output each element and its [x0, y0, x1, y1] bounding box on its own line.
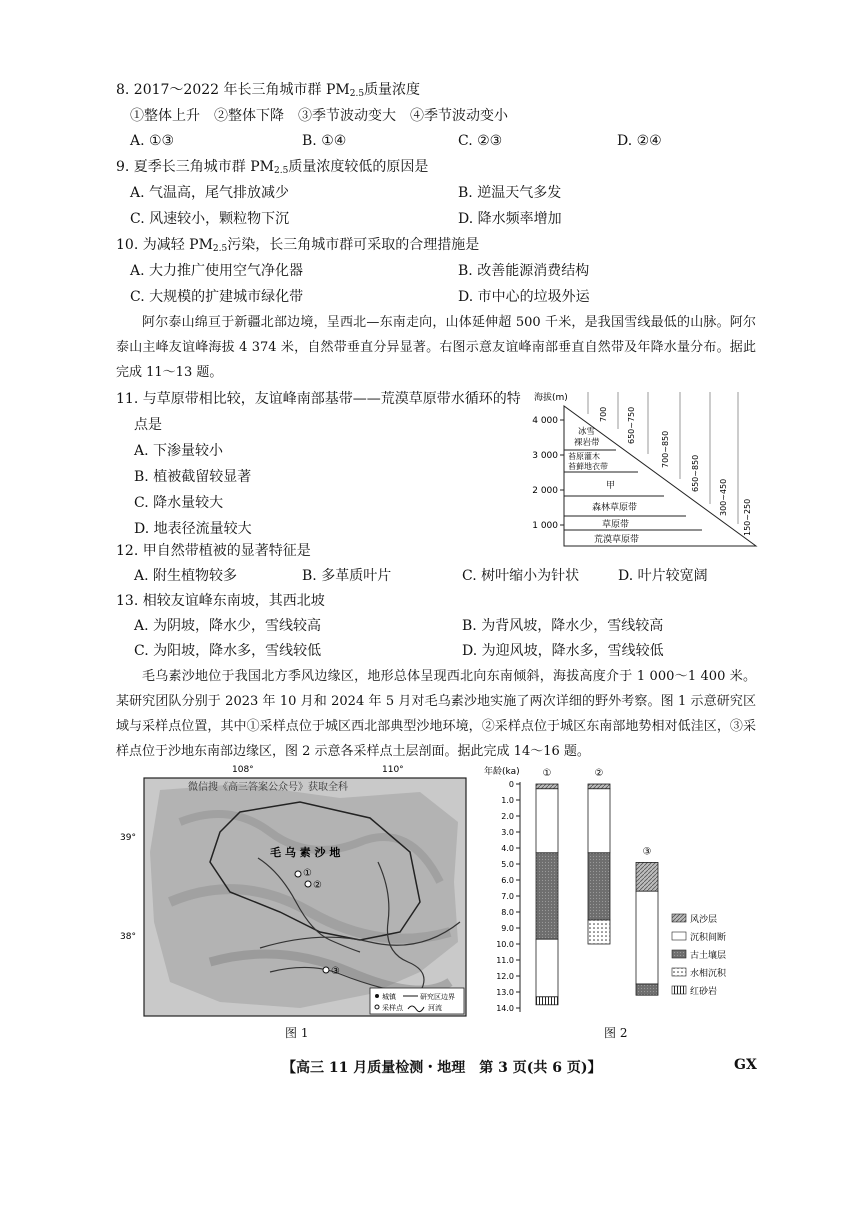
soil-layer-sand [536, 784, 558, 789]
legend-gap-swatch [672, 932, 686, 940]
fig2-tick-label: 2.0 [501, 812, 514, 821]
precip-label-5: 300~450 [719, 478, 728, 516]
question-9-option-b: B. 逆温天气多发 [458, 185, 562, 201]
question-12-option-c: C. 树叶缩小为针状 [462, 568, 580, 584]
fig2-tick-label: 7.0 [501, 892, 514, 901]
question-13-option-c: C. 为阳坡，降水多，雪线较低 [134, 643, 322, 659]
fig2-tick-label: 10.0 [496, 940, 514, 949]
legend-water: 水相沉积 [690, 969, 727, 979]
soil-layer-paleosol [636, 984, 658, 995]
altai-tick-1000: 1 000 [532, 521, 558, 531]
fig2-tick-label: 9.0 [501, 924, 514, 933]
fig2-tick-label: 11.0 [496, 956, 514, 965]
precip-label-6: 150~250 [743, 498, 752, 536]
sample-point-icon [375, 1005, 379, 1009]
soil-layer-water [588, 920, 610, 944]
question-8-option-c: C. ②③ [458, 133, 503, 149]
soil-layer-sand [636, 862, 658, 891]
question-11-option-b: B. 植被截留较显著 [134, 469, 252, 485]
precip-label-3: 700~850 [661, 430, 670, 468]
question-10-stem: 10. 为减轻 $PM_{2.5}$污染，长三角城市群可采取的合理措施是 [116, 237, 480, 254]
altai-y-axis-label: 海拔(m) [534, 393, 568, 403]
question-11-option-a: A. 下渗量较小 [134, 443, 224, 459]
question-10-option-a: A. 大力推广使用空气净化器 [130, 263, 304, 279]
altai-tick-4000: 4 000 [532, 416, 558, 426]
legend-boundary: 研究区边界 [420, 993, 455, 1001]
fig2-columns [536, 768, 658, 1005]
precip-label-2: 650~750 [627, 406, 636, 444]
legend-sand-swatch [672, 914, 686, 922]
footer-title: 【高三 11 月质量检测・地理 第 3 页(共 6 页)】 [282, 1060, 602, 1076]
question-9-option-a: A. 气温高，尾气排放减少 [130, 185, 290, 201]
question-11-option-d: D. 地表径流量较大 [134, 521, 252, 537]
sample-label-2: ② [313, 880, 322, 891]
question-11-stem-line2: 点是 [134, 417, 162, 433]
soil-layer-redsand [536, 997, 558, 1005]
soil-layer-paleosol [536, 853, 558, 939]
passage-altai: 阿尔泰山绵亘于新疆北部边境，呈西北—东南走向，山体延伸超 500 千米，是我国雪线最低的山脉。阿尔泰山主峰友谊峰海拔 4 374 米，自然带垂直分异显著。右图示意友谊峰南部垂直自然带及年降水量分布。据此完成 11～13 题。 [116, 315, 756, 380]
fig2-tick-label: 12.0 [496, 972, 514, 981]
fig2-tick-label: 8.0 [501, 908, 514, 917]
legend-gap: 沉积间断 [690, 933, 727, 943]
question-11-option-c: C. 降水量较大 [134, 495, 224, 511]
town-icon [375, 994, 379, 998]
legend-paleosol-swatch [672, 950, 686, 958]
sample-point-2 [305, 881, 311, 887]
soil-layer-gap [536, 789, 558, 853]
legend-town: 城镇 [382, 993, 396, 1001]
altai-vertical-zone-diagram [528, 384, 762, 554]
fig2-tick-label: 14.0 [496, 1004, 514, 1013]
lon-108-label: 108° [232, 765, 254, 775]
zone-tundra: 苔原灌木苔藓地衣带 [568, 452, 608, 471]
question-12-option-b: B. 多革质叶片 [302, 568, 392, 584]
fig2-y-axis-label: 年龄(ka) [484, 767, 520, 777]
question-11-stem-line1: 11. 与草原带相比较，友谊峰南部基带——荒漠草原带水循环的特 [116, 391, 521, 407]
question-9-stem: 9. 夏季长三角城市群 $PM_{2.5}$质量浓度较低的原因是 [116, 159, 429, 176]
question-8-statements: ①整体上升 ②整体下降 ③季节波动变大 ④季节波动变小 [130, 108, 508, 124]
question-12-option-d: D. 叶片较宽阔 [618, 568, 708, 584]
question-13-option-d: D. 为迎风坡，降水多，雪线较低 [462, 643, 664, 659]
soil-layer-gap [636, 891, 658, 984]
soil-layer-sand [588, 784, 610, 789]
soil-layer-gap [588, 789, 610, 853]
fig2-tick-label: 1.0 [501, 796, 514, 805]
precip-label-4: 650~850 [691, 454, 700, 492]
altai-tick-2000: 2 000 [532, 486, 558, 496]
figure-1-caption: 图 1 [285, 1026, 309, 1040]
fig2-tick-label: 13.0 [496, 988, 514, 997]
question-10-option-b: B. 改善能源消费结构 [458, 263, 590, 279]
fig2-ticks [496, 780, 520, 1013]
question-12-option-a: A. 附生植物较多 [134, 568, 238, 584]
sample-point-3 [323, 967, 329, 973]
fig2-column-label: ② [594, 768, 604, 779]
region-label: 毛 乌 素 沙 地 [270, 846, 341, 859]
fig2-tick-label: 6.0 [501, 876, 514, 885]
legend-river: 河流 [428, 1004, 442, 1012]
question-12-stem: 12. 甲自然带植被的显著特征是 [116, 543, 311, 559]
zone-desert-steppe: 荒漠草原带 [594, 535, 640, 545]
question-9-option-d: D. 降水频率增加 [458, 211, 562, 227]
zone-steppe: 草原带 [602, 520, 630, 530]
sample-point-1 [295, 871, 301, 877]
fig2-tick-label: 3.0 [501, 828, 514, 837]
fig2-legend [672, 913, 727, 997]
question-8-option-d: D. ②④ [617, 133, 662, 149]
fig2-tick-label: 5.0 [501, 860, 514, 869]
soil-layer-gap [536, 939, 558, 997]
lat-38-label: 38° [120, 932, 136, 942]
question-10-option-d: D. 市中心的垃圾外运 [458, 289, 590, 305]
zone-jia: 甲 [606, 481, 616, 491]
question-8-stem: 8. 2017～2022 年长三角城市群 $PM_{2.5}$质量浓度 [116, 82, 421, 99]
sample-label-1: ① [303, 868, 312, 879]
question-10-option-c: C. 大规模的扩建城市绿化带 [130, 289, 304, 305]
legend-sample: 采样点 [382, 1004, 403, 1012]
legend-redsand-swatch [672, 986, 686, 994]
question-13-option-b: B. 为背风坡，降水少，雪线较高 [462, 618, 664, 634]
question-9-option-c: C. 风速较小，颗粒物下沉 [130, 211, 290, 227]
soil-layer-paleosol [588, 853, 610, 920]
zone-ice-snow: 冰雪裸岩带 [574, 427, 600, 448]
legend-redsand: 红砂岩 [690, 987, 718, 997]
fig2-column-label: ① [542, 768, 552, 779]
legend-sand: 风沙层 [690, 915, 718, 925]
zone-forest-steppe: 森林草原带 [592, 503, 638, 513]
lon-110-label: 110° [382, 765, 404, 775]
figure-2-soil-profiles [484, 762, 770, 1020]
fig2-tick-label: 4.0 [501, 844, 514, 853]
footer-code: GX [734, 1057, 757, 1073]
lat-39-label: 39° [120, 833, 136, 843]
legend-water-swatch [672, 968, 686, 976]
question-8-option-b: B. ①④ [302, 133, 347, 149]
passage-muus: 毛乌素沙地位于我国北方季风边缘区，地形总体呈现西北向东南倾斜，海拔高度介于 1 000～1 400 米。某研究团队分别于 2023 年 10 月和 2024 年 5 月对毛乌素沙地实施了两次详细的野外考察。图 1 示意研究区域与采样点位置，其中①采样点位于城区西北部典型沙地环境，②采样点位于城区东南部地势相对低洼区，③采样点位于沙地东南部边缘区，图 2 示意各采样点土层剖面。据此完成 14～16 题。 [116, 669, 756, 759]
figure-1-map [120, 762, 472, 1024]
precip-label-1: 700 [599, 406, 608, 422]
sample-label-3: ③ [331, 966, 340, 977]
altai-tick-3000: 3 000 [532, 451, 558, 461]
question-13-option-a: A. 为阴坡，降水少，雪线较高 [134, 618, 322, 634]
fig2-column-label: ③ [642, 846, 652, 858]
figure-2-caption: 图 2 [604, 1026, 628, 1040]
question-8-option-a: A. ①③ [130, 133, 175, 149]
watermark-text: 微信搜《高三答案公众号》获取全科 [188, 782, 348, 793]
legend-paleosol: 古土壤层 [690, 951, 727, 961]
fig2-tick-label: 0 [508, 780, 514, 789]
question-13-stem: 13. 相较友谊峰东南坡，其西北坡 [116, 593, 325, 609]
